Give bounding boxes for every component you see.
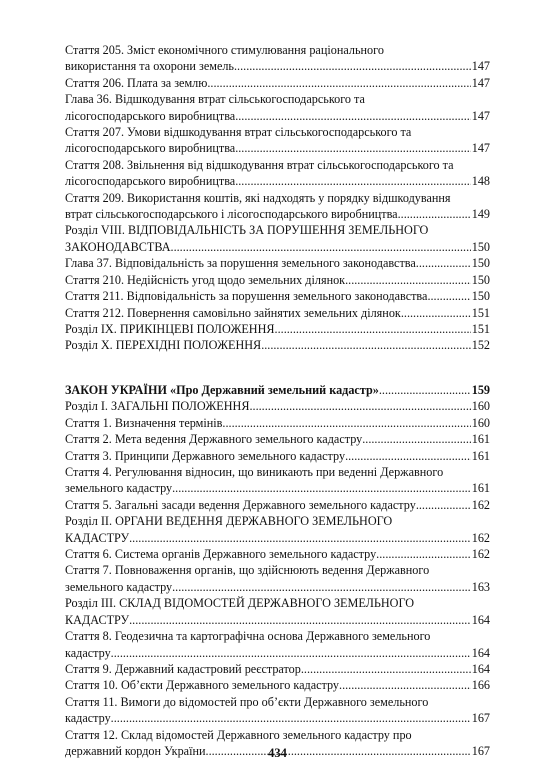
toc-entry-page: 147 — [471, 59, 490, 74]
toc-entry-title-line: Стаття 207. Умови відшкодування втрат сільськогосподарського та — [65, 125, 412, 140]
toc-entry-title-line: КАДАСТРУ — [65, 612, 130, 627]
toc-entry-page: 164 — [471, 612, 490, 627]
toc-entry-page: 161 — [471, 448, 490, 463]
toc-entry-title-line: Стаття 11. Вимоги до відомостей про об’єкти Державного земельного — [65, 694, 429, 709]
toc-entry-page: 162 — [471, 547, 490, 562]
toc-entry-title-line: кадастру — [65, 711, 111, 726]
toc-entry-title-line: ЗАКОН УКРАЇНИ «Про Державний земельний кадастр» — [65, 383, 379, 397]
toc-entry-page: 162 — [471, 497, 490, 512]
toc-entry-title-line: Стаття 208. Звільнення від відшкодування втрат сільськогосподарського та — [65, 157, 454, 172]
toc-entry-title-line: Глава 37. Відповідальність за порушення земельного законодавства — [65, 256, 416, 271]
toc-entry-title-line: Стаття 206. Плата за землю — [65, 75, 208, 90]
toc-entry-page: 167 — [471, 743, 490, 758]
toc-entry-title-line: лісогосподарського виробництва — [65, 141, 236, 156]
toc-entry — [65, 431, 490, 447]
toc-entry-page: 164 — [471, 645, 490, 660]
toc-entry — [65, 546, 490, 562]
toc-entry — [65, 464, 490, 497]
toc-entry-title-line: Стаття 4. Регулювання відносин, що виникають при веденні Державного — [65, 465, 444, 480]
toc-entry-title-line: Стаття 12. Склад відомостей Державного земельного кадастру про — [65, 727, 412, 742]
toc-entry-page: 166 — [471, 678, 490, 693]
toc-entry-title-line: Стаття 3. Принципи Державного земельного кадастру — [65, 448, 346, 463]
toc-entry-page: 150 — [471, 289, 490, 304]
toc-entry — [65, 255, 490, 271]
toc-entry — [65, 222, 490, 255]
toc-section-2 — [65, 382, 490, 759]
toc-entry — [65, 124, 490, 157]
toc-entry-title-line: Стаття 1. Визначення термінів — [65, 415, 223, 430]
toc-entry — [65, 42, 490, 75]
toc-entry-page: 150 — [471, 256, 490, 271]
toc-entry-title-line: земельного кадастру — [65, 579, 173, 594]
toc-entry-title-line: Розділ VIII. ВІДПОВІДАЛЬНІСТЬ ЗА ПОРУШЕННЯ ЗЕМЕЛЬНОГО — [65, 223, 429, 238]
toc-entry — [65, 661, 490, 677]
toc-entry-title-line: Стаття 9. Державний кадастровий реєстратор — [65, 661, 301, 676]
toc-entry — [65, 272, 490, 288]
toc-entry-title-line: Розділ X. ПЕРЕХІДНІ ПОЛОЖЕННЯ — [65, 338, 262, 353]
toc-entry-page: 161 — [471, 481, 490, 496]
toc-entry — [65, 75, 490, 91]
toc-entry — [65, 415, 490, 431]
toc-entry — [65, 288, 490, 304]
toc-entry-page: 160 — [471, 399, 490, 414]
toc-entry-page: 150 — [471, 239, 490, 254]
toc-entry-page: 147 — [471, 108, 490, 123]
toc-entry — [65, 337, 490, 353]
toc-entry — [65, 595, 490, 628]
toc-entry-title-line: втрат сільськогосподарського і лісогосподарського виробництва — [65, 207, 398, 222]
toc-entry-page: 167 — [471, 711, 490, 726]
toc-entry-title-line: Розділ III. СКЛАД ВІДОМОСТЕЙ ДЕРЖАВНОГО ЗЕМЕЛЬНОГО — [65, 596, 415, 611]
toc-entry-page: 148 — [471, 174, 490, 189]
toc-entry-title-line: Стаття 10. Об’єкти Державного земельного кадастру — [65, 678, 340, 693]
toc-entry-page: 151 — [471, 321, 490, 336]
toc-entry-title-line: Стаття 7. Повноваження органів, що здійснюють ведення Державного — [65, 563, 430, 578]
toc-entry — [65, 190, 490, 223]
toc-entry-page: 160 — [471, 415, 490, 430]
toc-entry-title-line: Розділ II. ОРГАНИ ВЕДЕННЯ ДЕРЖАВНОГО ЗЕМЕЛЬНОГО — [65, 514, 393, 529]
toc-entry — [65, 157, 490, 190]
toc-entry-page: 147 — [471, 141, 490, 156]
toc-entry — [65, 694, 490, 727]
toc-entry-title-line: кадастру — [65, 645, 111, 660]
toc-entry-title-line: КАДАСТРУ — [65, 530, 130, 545]
toc-entry — [65, 513, 490, 546]
toc-entry-title-line: лісогосподарського виробництва — [65, 174, 236, 189]
toc-entry — [65, 628, 490, 661]
toc-entry-title-line: Стаття 5. Загальні засади ведення Державного земельного кадастру — [65, 497, 416, 512]
toc-entry-title-line: Стаття 209. Використання коштів, які надходять у порядку відшкодування — [65, 190, 451, 205]
toc-entry-title-line: Стаття 6. Система органів Державного земельного кадастру — [65, 547, 377, 562]
toc-entry-title-line: ЗАКОНОДАВСТВА — [65, 239, 171, 254]
toc-entry-title-line: Глава 36. Відшкодування втрат сільськогосподарського та — [65, 92, 365, 107]
toc-entry-page: 151 — [471, 305, 490, 320]
toc-entry-title-line: Стаття 205. Зміст економічного стимулювання раціонального — [65, 43, 384, 57]
toc-entry-title-line: державний кордон України — [65, 743, 206, 758]
toc-entry — [65, 562, 490, 595]
toc-entry-title-line: земельного кадастру — [65, 481, 173, 496]
toc-entry-title-line: використання та охорони земель — [65, 59, 234, 74]
toc-entry-title-line: Стаття 210. Недійсність угод щодо земельних ділянок — [65, 272, 346, 287]
toc-entry — [65, 677, 490, 693]
toc-entry-title-line: лісогосподарського виробництва — [65, 108, 236, 123]
toc-entry-page: 162 — [471, 530, 490, 545]
toc-entry-page: 161 — [471, 432, 490, 447]
page-number: 434 — [268, 746, 287, 760]
toc-entry — [65, 321, 490, 337]
toc-entry — [65, 91, 490, 124]
toc-entry-page: 147 — [471, 75, 490, 90]
toc-entry-page: 164 — [471, 661, 490, 676]
toc-entry-title-line: Розділ IX. ПРИКІНЦЕВІ ПОЛОЖЕННЯ — [65, 321, 275, 336]
toc-entry-page: 152 — [471, 338, 490, 353]
toc-section-1 — [65, 42, 490, 354]
toc-entry-page: 163 — [471, 579, 490, 594]
toc-entry-page: 150 — [471, 272, 490, 287]
toc-entry-page: 149 — [471, 207, 490, 222]
toc-entry-title-line: Стаття 8. Геодезична та картографічна основа Державного земельного — [65, 629, 431, 644]
toc-entry — [65, 398, 490, 414]
toc-entry-title-line: Розділ I. ЗАГАЛЬНІ ПОЛОЖЕННЯ — [65, 399, 250, 414]
toc-entry — [65, 497, 490, 513]
toc-entry-title-line: Стаття 2. Мета ведення Державного земельного кадастру — [65, 432, 363, 447]
toc-entry-page: 159 — [471, 383, 490, 397]
toc-entry — [65, 382, 490, 398]
toc-entry-title-line: Стаття 211. Відповідальність за порушення земельного законодавства — [65, 289, 428, 304]
toc-entry — [65, 305, 490, 321]
toc-entry — [65, 448, 490, 464]
toc-entry-title-line: Стаття 212. Повернення самовільно зайнятих земельних ділянок — [65, 305, 401, 320]
